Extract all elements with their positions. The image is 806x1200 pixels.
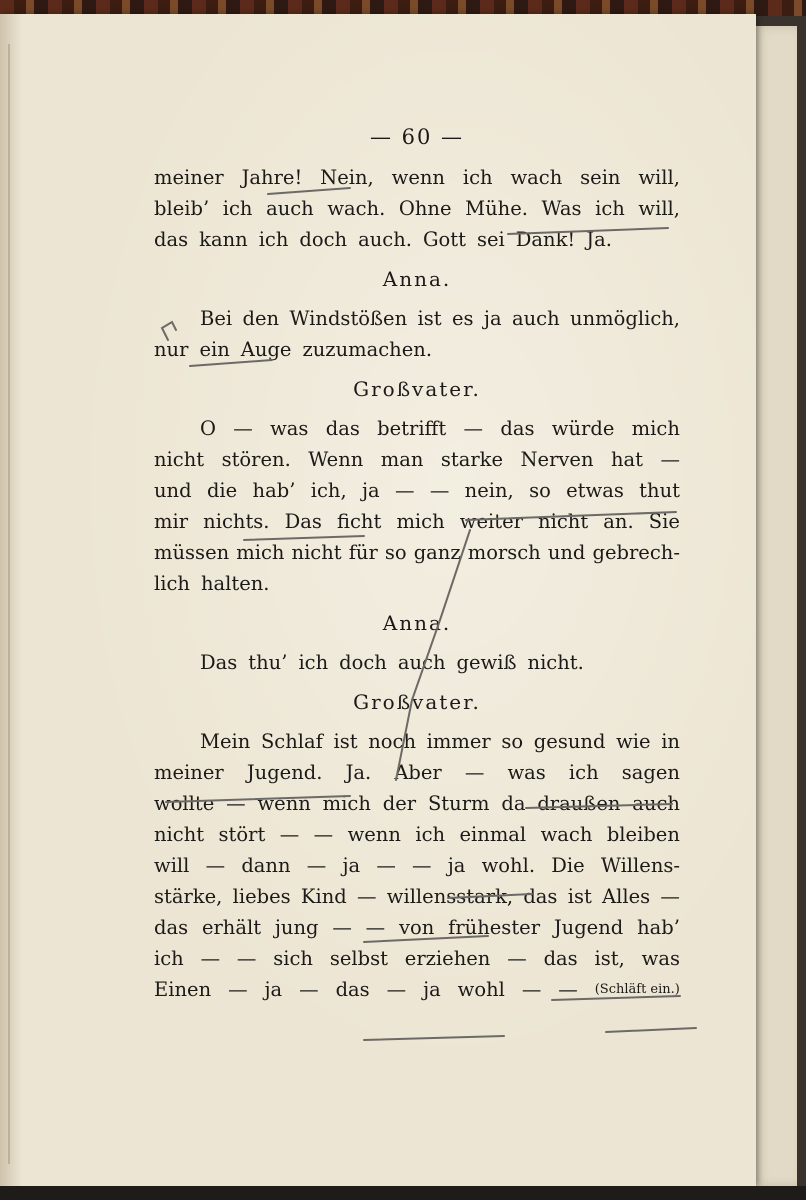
word: Sturm	[427, 792, 490, 815]
word: ich	[222, 197, 253, 220]
word: mich	[396, 510, 445, 533]
word: ja	[361, 479, 380, 502]
text-line	[154, 444, 680, 475]
speaker-name: Großvater.	[353, 377, 481, 401]
word: Die	[551, 854, 585, 877]
word: Schlaf	[260, 730, 323, 753]
word: Das	[284, 510, 322, 533]
word: —	[357, 885, 377, 908]
word: —	[299, 978, 319, 1001]
word: —	[429, 479, 450, 502]
text-line	[154, 506, 680, 537]
word: —	[306, 854, 327, 877]
word: wach.	[327, 197, 386, 220]
word: zuzumachen.	[302, 338, 433, 361]
word: wohl	[457, 978, 505, 1001]
stage-direction: (Schläft ein.)	[594, 982, 680, 997]
word: hat	[610, 448, 643, 471]
word: Gott	[422, 228, 466, 251]
word: müssen	[154, 541, 230, 564]
word: sei	[476, 228, 505, 251]
word: das	[154, 916, 189, 939]
word: noch	[368, 730, 417, 753]
word: wach	[540, 823, 593, 846]
word: Das	[200, 651, 238, 674]
word: will,	[638, 166, 680, 189]
word: Jugend	[553, 916, 624, 939]
word: und	[547, 541, 586, 564]
text-line	[154, 303, 680, 334]
word: —	[412, 854, 432, 877]
word: kann	[199, 228, 248, 251]
word: stärke,	[154, 885, 223, 908]
word: ich	[298, 651, 329, 674]
word: nicht	[154, 823, 205, 846]
word: wie	[616, 730, 651, 753]
word: —	[279, 823, 300, 846]
text-lines	[154, 162, 680, 1005]
text-line	[154, 757, 680, 788]
word: nur	[154, 338, 189, 361]
word: man	[380, 448, 424, 471]
text-line	[154, 647, 680, 678]
word: —	[376, 854, 396, 877]
word: ist,	[594, 947, 625, 970]
text-line	[154, 224, 680, 255]
word: was	[641, 947, 680, 970]
word: ist	[417, 307, 442, 330]
word: mir	[154, 510, 189, 533]
text-line	[154, 788, 680, 819]
word: —	[313, 823, 334, 846]
word: ist	[333, 730, 358, 753]
word: jung	[274, 916, 319, 939]
word: will,	[638, 197, 680, 220]
speaker-name: Anna.	[382, 267, 452, 291]
word: bleiben	[606, 823, 680, 846]
word: ganz	[413, 541, 461, 564]
word: wenn	[391, 166, 445, 189]
word: draußen	[537, 792, 621, 815]
word: —	[507, 947, 527, 970]
word: meiner	[154, 761, 224, 784]
word: Mühe.	[465, 197, 528, 220]
word: Alles	[602, 885, 651, 908]
text-line	[154, 334, 680, 365]
word: bleib’	[154, 197, 210, 220]
word: Ohne	[398, 197, 452, 220]
word: sein	[580, 166, 621, 189]
word: willensstark,	[386, 885, 514, 908]
page-number: — 60 —	[369, 125, 465, 149]
word: selbst	[329, 947, 388, 970]
word: frühester	[448, 916, 541, 939]
word: was	[270, 417, 309, 440]
word: Auge	[240, 338, 292, 361]
book-cover-edge-bottom	[0, 1186, 806, 1200]
word: nicht.	[527, 651, 584, 674]
word: Jugend.	[246, 761, 323, 784]
word: ficht	[337, 510, 382, 533]
word: —	[464, 761, 485, 784]
word: betrifft	[377, 417, 447, 440]
word: morsch	[467, 541, 541, 564]
word: in	[661, 730, 680, 753]
word: nicht	[154, 448, 205, 471]
word: —	[463, 417, 484, 440]
word: ja	[483, 307, 502, 330]
word: auch	[266, 197, 314, 220]
word: —	[332, 916, 352, 939]
word: und	[154, 479, 192, 502]
word: —	[660, 885, 680, 908]
word: nichts.	[203, 510, 270, 533]
word: Bei	[200, 307, 233, 330]
word: Ja.	[586, 228, 612, 251]
word: wohl.	[481, 854, 536, 877]
word: ja	[447, 854, 466, 877]
word: etwas	[566, 479, 624, 502]
word: Aber	[394, 761, 442, 784]
word: Windstößen	[289, 307, 408, 330]
word: Dank!	[515, 228, 576, 251]
word: —	[236, 947, 257, 970]
word: —	[233, 417, 253, 440]
word: Willens-	[600, 854, 680, 877]
word: ich	[462, 166, 493, 189]
word: meiner	[154, 166, 224, 189]
word: liebes	[232, 885, 291, 908]
speaker-name: Anna.	[382, 611, 452, 635]
word: gesund	[533, 730, 606, 753]
word: sich	[273, 947, 313, 970]
word: weiter	[459, 510, 523, 533]
word: ich	[415, 823, 446, 846]
word: —	[394, 479, 415, 502]
word: Ja.	[345, 761, 372, 784]
word: so	[529, 479, 551, 502]
word: nicht	[291, 541, 342, 564]
word: Einen	[154, 978, 212, 1001]
word: gebrech-	[592, 541, 680, 564]
word: das	[325, 417, 360, 440]
word: stört	[218, 823, 266, 846]
word: wollte	[154, 792, 215, 815]
word: so	[501, 730, 524, 753]
text-line	[154, 943, 680, 974]
word: für	[348, 541, 378, 564]
word: wach	[510, 166, 563, 189]
text-line	[154, 193, 680, 224]
word: Wenn	[308, 448, 364, 471]
word: von	[398, 916, 435, 939]
word: lich	[154, 572, 190, 595]
text-line	[154, 974, 680, 1005]
text-line	[154, 537, 680, 568]
text-line	[154, 568, 680, 599]
text-line	[154, 475, 680, 506]
word: auch	[397, 651, 446, 674]
word: das	[523, 885, 558, 908]
word: wenn	[257, 792, 311, 815]
word: ja	[423, 978, 441, 1001]
word: mich	[631, 417, 680, 440]
word: gewiß	[456, 651, 517, 674]
text-line	[154, 726, 680, 757]
word: ja	[342, 854, 361, 877]
word: Mein	[200, 730, 251, 753]
word: ich	[154, 947, 184, 970]
word: stören.	[221, 448, 291, 471]
word: erziehen	[404, 947, 491, 970]
word: das	[335, 978, 370, 1001]
text-line	[154, 881, 680, 912]
word: O	[200, 417, 216, 440]
word: thut	[639, 479, 680, 502]
text-line	[154, 162, 680, 193]
word: ich	[258, 228, 289, 251]
word: will	[154, 854, 190, 877]
word: Kind	[300, 885, 347, 908]
text-line	[154, 413, 680, 444]
word: so	[384, 541, 407, 564]
word: auch.	[358, 228, 412, 251]
word: hab’	[252, 479, 296, 502]
word: den	[242, 307, 280, 330]
word: auch	[632, 792, 680, 815]
word: ich	[568, 761, 599, 784]
word: nicht	[538, 510, 589, 533]
word: doch	[299, 228, 348, 251]
word: es	[451, 307, 474, 330]
word: die	[206, 479, 238, 502]
word: auch	[511, 307, 560, 330]
word: —	[226, 792, 246, 815]
word: hab’	[637, 916, 680, 939]
word: würde	[551, 417, 615, 440]
word: —	[365, 916, 386, 939]
word: nein,	[464, 479, 514, 502]
word: ist	[567, 885, 592, 908]
word: ich,	[310, 479, 347, 502]
word: wenn	[347, 823, 401, 846]
word: an.	[603, 510, 634, 533]
text-line	[154, 850, 680, 881]
word: —	[558, 978, 578, 1001]
word: —	[521, 978, 542, 1001]
word: einmal	[459, 823, 527, 846]
word: Jahre!	[241, 166, 303, 189]
word: —	[205, 854, 226, 877]
text-line	[154, 912, 680, 943]
word: starke	[440, 448, 504, 471]
speaker-name: Großvater.	[353, 690, 481, 714]
word: —	[228, 978, 248, 1001]
facing-page-edge	[752, 26, 797, 1186]
word: sagen	[621, 761, 680, 784]
word: doch	[339, 651, 387, 674]
word: das	[500, 417, 535, 440]
word: mich	[322, 792, 371, 815]
word: Nerven	[520, 448, 594, 471]
word: unmöglich,	[570, 307, 680, 330]
word: mich	[236, 541, 285, 564]
word: —	[386, 978, 407, 1001]
word: da	[501, 792, 526, 815]
word: halten.	[200, 572, 270, 595]
word: thu’	[248, 651, 288, 674]
word: ich	[595, 197, 625, 220]
word: das	[154, 228, 189, 251]
text-line	[154, 819, 680, 850]
word: Nein,	[320, 166, 374, 189]
word: —	[660, 448, 680, 471]
page-gutter	[8, 44, 10, 1164]
page-text	[154, 112, 680, 1005]
word: das	[543, 947, 578, 970]
word: ja	[264, 978, 283, 1001]
word: der	[382, 792, 417, 815]
word: Was	[541, 197, 582, 220]
word: erhält	[201, 916, 262, 939]
word: —	[200, 947, 221, 970]
word: immer	[426, 730, 491, 753]
word: dann	[241, 854, 291, 877]
word: ein	[199, 338, 230, 361]
word: was	[507, 761, 546, 784]
word: Sie	[648, 510, 680, 533]
